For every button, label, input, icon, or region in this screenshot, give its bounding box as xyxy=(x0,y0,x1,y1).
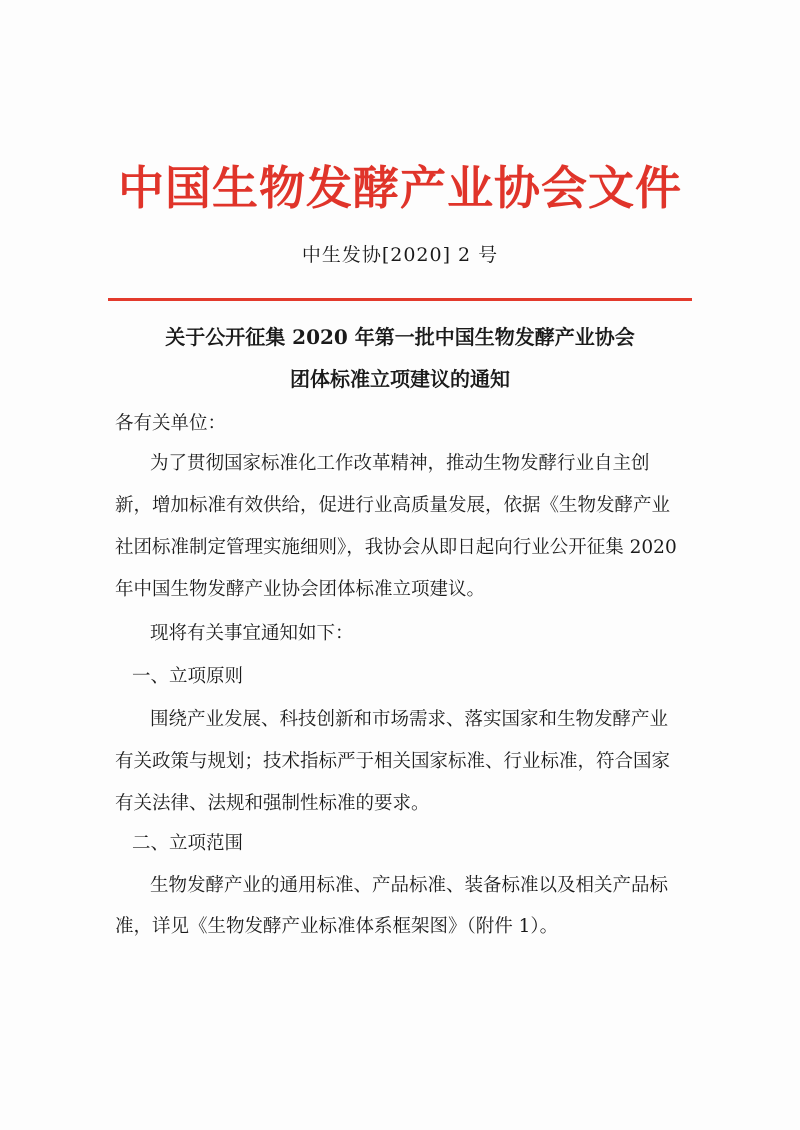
paragraph-1-line-4: 年中国生物发酵产业协会团体标准立项建议。 xyxy=(115,579,486,600)
subject-line-2: 团体标准立项建议的通知 xyxy=(290,367,510,391)
paragraph-1-line-2: 新，增加标准有效供给，促进行业高质量发展，依据《生物发酵产业 xyxy=(115,495,671,516)
section-2-line-1: 生物发酵产业的通用标准、产品标准、装备标准以及相关产品标 xyxy=(150,875,669,896)
document-header-title: 中国生物发酵产业协会文件 xyxy=(118,161,682,215)
header-divider xyxy=(108,298,692,301)
paragraph-2: 现将有关事宜通知如下： xyxy=(150,623,354,644)
section-1-line-1: 围绕产业发展、科技创新和市场需求、落实国家和生物发酵产业 xyxy=(150,709,669,730)
section-1-heading: 一、立项原则 xyxy=(132,666,244,687)
salutation: 各有关单位： xyxy=(115,413,227,434)
document-number: 中生发协[2020] 2 号 xyxy=(301,244,499,266)
subject-line-1: 关于公开征集 2020 年第一批中国生物发酵产业协会 xyxy=(165,325,635,349)
section-2-heading: 二、立项范围 xyxy=(132,833,244,854)
paragraph-1-line-3: 社团标准制定管理实施细则》，我协会从即日起向行业公开征集 2020 xyxy=(115,537,677,558)
section-2-line-2: 准，详见《生物发酵产业标准体系框架图》（附件 1）。 xyxy=(115,916,559,937)
section-1-line-2: 有关政策与规划；技术指标严于相关国家标准、行业标准，符合国家 xyxy=(115,751,671,772)
section-1-line-3: 有关法律、法规和强制性标准的要求。 xyxy=(115,793,430,814)
paragraph-1-line-1: 为了贯彻国家标准化工作改革精神，推动生物发酵行业自主创 xyxy=(150,453,650,474)
